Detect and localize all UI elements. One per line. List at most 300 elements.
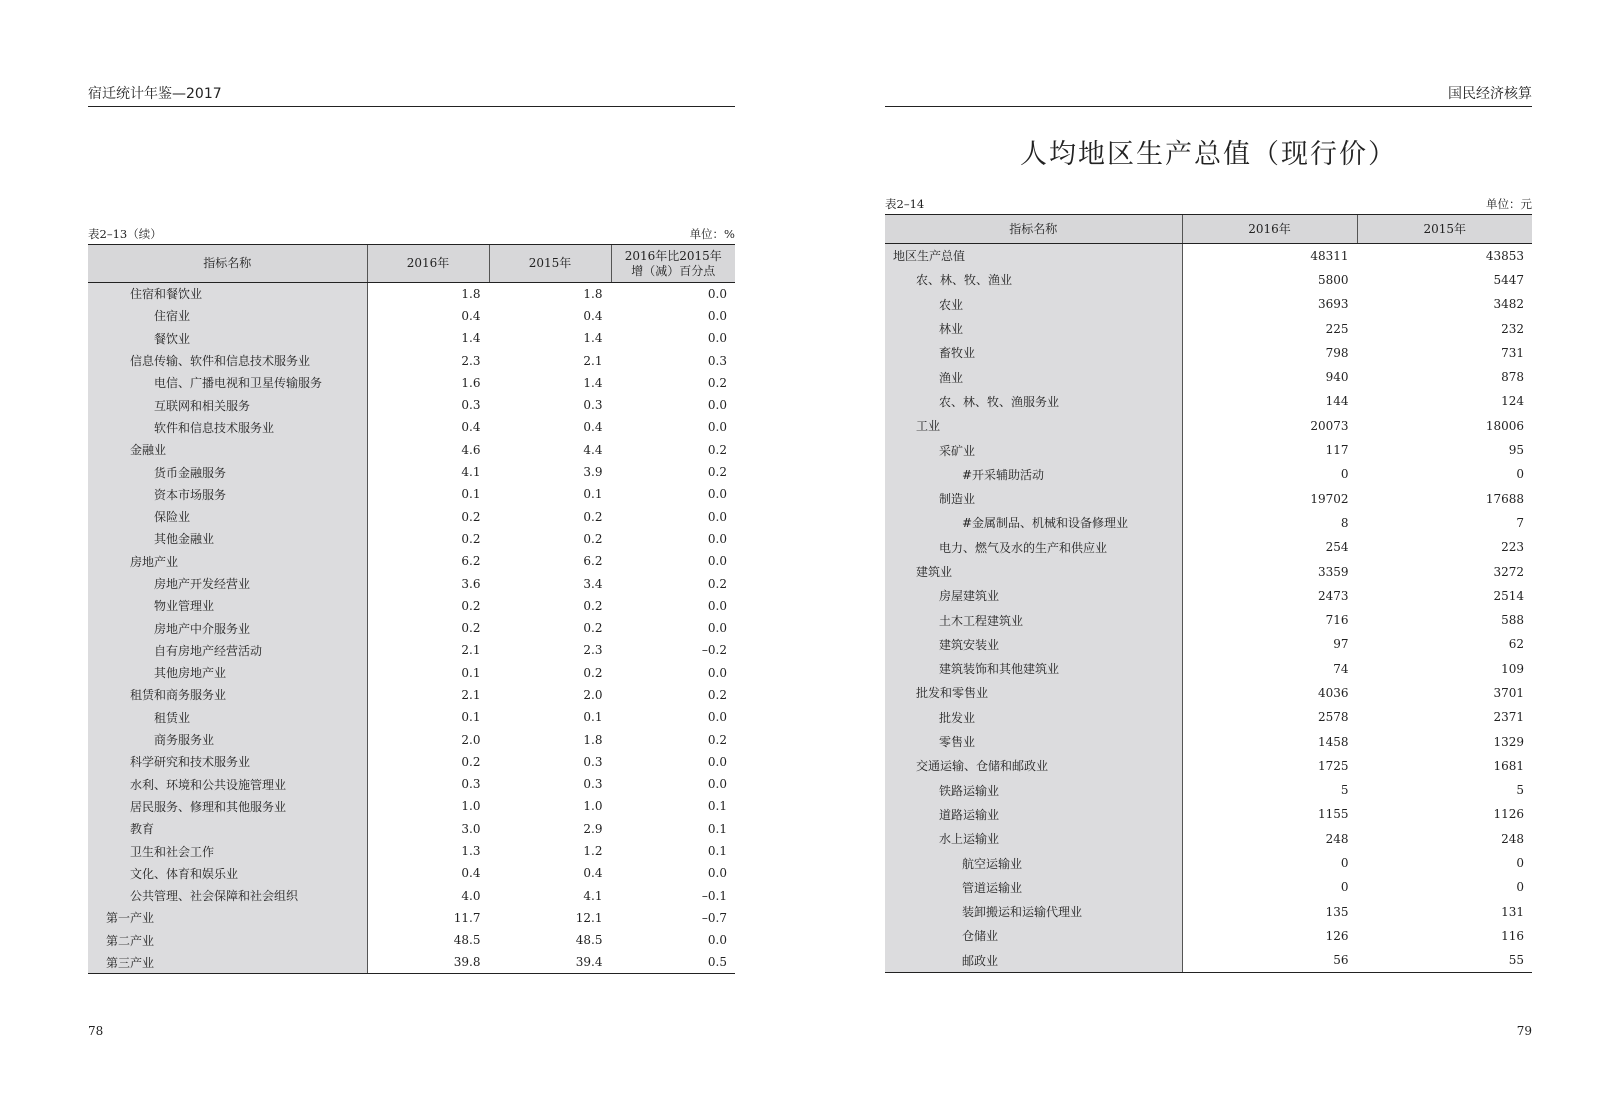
table-row [885,365,1532,389]
running-head [885,84,1532,107]
row-value-0: 0 [1340,467,1349,482]
row-value-2: 0.2 [611,439,735,461]
row-value-0: 0.1 [461,665,481,680]
table-row [885,316,1532,340]
row-indicator-name: 房地产开发经营业 [88,572,367,594]
row-value-1: 116 [1357,924,1532,948]
row-indicator-name: 铁路运输业 [885,778,1182,802]
row-value-1: 3.4 [489,572,611,594]
row-indicator-name: 林业 [885,316,1182,340]
row-value-1: 3482 [1357,292,1532,316]
row-value-1: 0 [1357,851,1532,875]
table-caption [885,196,1532,212]
row-value-1: 878 [1357,365,1532,389]
row-indicator-name: 建筑安装业 [885,632,1182,656]
row-value-1: 5 [1357,778,1532,802]
table-row [885,511,1532,535]
row-value-0: 2.1 [461,687,481,702]
row-value-1: 17688 [1357,486,1532,510]
row-value-2: 0.3 [611,349,735,371]
row-value-0: 0.4 [461,308,481,323]
row-value-1: 0.3 [489,751,611,773]
table-row [88,461,735,483]
row-value-1: 1.2 [489,840,611,862]
row-value-2: 0.2 [611,572,735,594]
row-value-2: 0.2 [611,461,735,483]
row-value-0: 940 [1325,370,1349,385]
table-row [88,305,735,327]
row-value-1: 6.2 [489,550,611,572]
table-unit: 单位：元 [1486,197,1532,211]
row-value-0: 2578 [1317,710,1349,725]
row-value-0: 4.6 [461,442,481,457]
table-row [88,907,735,929]
row-indicator-name: 居民服务、修理和其他服务业 [88,795,367,817]
header-2016: 2016年 [1182,215,1357,244]
table-row [88,639,735,661]
row-indicator-name: 科学研究和技术服务业 [88,751,367,773]
row-value-1: 2514 [1357,584,1532,608]
row-value-1: 0.1 [489,706,611,728]
row-value-1: 2.1 [489,349,611,371]
table-row [88,684,735,706]
row-value-0: 225 [1325,321,1349,336]
row-indicator-name: 第三产业 [88,951,367,973]
row-value-0: 0.3 [461,398,481,413]
row-indicator-name: 其他金融业 [88,528,367,550]
row-value-0: 2.3 [461,353,481,368]
yearbook-title: 宿迁统计年鉴—2017 [88,86,222,102]
row-indicator-name: 租赁业 [88,706,367,728]
row-value-1: 2371 [1357,705,1532,729]
row-indicator-name: 物业管理业 [88,595,367,617]
row-value-1: 588 [1357,608,1532,632]
row-indicator-name: 农业 [885,292,1182,316]
row-indicator-name: 邮政业 [885,948,1182,972]
row-value-1: 1329 [1357,729,1532,753]
row-value-2: 0.1 [611,795,735,817]
row-value-1: 55 [1357,948,1532,972]
chapter-title: 国民经济核算 [1448,86,1532,102]
row-value-2: 0.0 [611,305,735,327]
row-value-2: 0.0 [611,706,735,728]
row-value-1: 18006 [1357,414,1532,438]
row-indicator-name: 水上运输业 [885,827,1182,851]
row-value-0: 2.1 [461,643,481,658]
table-row [88,439,735,461]
row-value-2: 0.0 [611,283,735,305]
header-indicator: 指标名称 [88,245,367,283]
table-row [885,705,1532,729]
table-row [885,535,1532,559]
row-indicator-name: 交通运输、仓储和邮政业 [885,754,1182,778]
row-value-1: 2.3 [489,639,611,661]
table-row [88,528,735,550]
row-indicator-name: 教育 [88,818,367,840]
table-row [885,341,1532,365]
table-row [885,924,1532,948]
table-row [885,900,1532,924]
row-value-1: 43853 [1357,244,1532,268]
row-value-2: 0.0 [611,617,735,639]
row-value-1: 232 [1357,316,1532,340]
row-indicator-name: 文化、体育和娱乐业 [88,862,367,884]
row-value-1: 0.2 [489,662,611,684]
row-value-1: 1.8 [489,728,611,750]
table-row [88,550,735,572]
row-indicator-name: 航空运输业 [885,851,1182,875]
row-value-1: 95 [1357,438,1532,462]
row-value-0: 0.2 [461,598,481,613]
row-value-0: 1.3 [461,844,481,859]
row-indicator-name: 装卸搬运和运输代理业 [885,900,1182,924]
row-value-2: 0.0 [611,595,735,617]
row-indicator-name: 渔业 [885,365,1182,389]
table-header-row [885,215,1532,244]
row-indicator-name: 商务服务业 [88,728,367,750]
row-value-1: 5447 [1357,268,1532,292]
row-indicator-name: 畜牧业 [885,341,1182,365]
row-indicator-name: 住宿和餐饮业 [88,283,367,305]
row-value-2: 0.2 [611,684,735,706]
row-value-0: 8 [1340,515,1349,530]
row-indicator-name: 道路运输业 [885,802,1182,826]
row-value-0: 74 [1333,661,1349,676]
table-row [88,662,735,684]
row-value-1: 4.1 [489,885,611,907]
row-indicator-name: 建筑装饰和其他建筑业 [885,657,1182,681]
row-value-0: 0.4 [461,866,481,881]
page-title: 人均地区生产总值（现行价） [1020,139,1397,170]
row-value-2: 0.0 [611,394,735,416]
row-value-0: 126 [1325,928,1349,943]
row-indicator-name: 工业 [885,414,1182,438]
table-row [88,283,735,305]
row-value-0: 56 [1182,948,1357,972]
row-value-0: 48311 [1310,248,1349,263]
row-value-0: 3693 [1317,297,1349,312]
table-row [88,929,735,951]
data-table-2-14 [885,214,1532,973]
table-row [88,773,735,795]
row-value-1: 0.4 [489,862,611,884]
row-value-2: 0.0 [611,662,735,684]
table-number: 表2–14 [885,197,925,211]
table-row [885,827,1532,851]
row-indicator-name: #金属制品、机械和设备修理业 [885,511,1182,535]
row-value-0: 4.1 [461,465,481,480]
row-value-2: –0.7 [611,907,735,929]
row-value-1: 109 [1357,657,1532,681]
row-value-0: 19702 [1310,491,1349,506]
row-value-0: 48.5 [453,933,481,948]
row-value-0: 11.7 [453,910,481,925]
row-value-1: 2.0 [489,684,611,706]
row-value-2: 0.0 [611,773,735,795]
table-row [885,292,1532,316]
row-indicator-name: 租赁和商务服务业 [88,684,367,706]
row-value-1: 0.1 [489,483,611,505]
row-indicator-name: 仓储业 [885,924,1182,948]
row-value-1: 124 [1357,389,1532,413]
table-row [885,414,1532,438]
row-value-1: 0.2 [489,595,611,617]
row-indicator-name: 地区生产总值 [885,244,1182,268]
row-value-0: 2473 [1317,588,1349,603]
row-value-1: 131 [1357,900,1532,924]
row-value-0: 0.4 [461,420,481,435]
row-value-2: 0.2 [611,372,735,394]
row-value-2: 0.2 [611,728,735,750]
row-value-0: 4.0 [461,888,481,903]
table-row [885,948,1532,972]
row-value-0: 5 [1340,783,1349,798]
row-indicator-name: 公共管理、社会保障和社会组织 [88,885,367,907]
table-row [885,389,1532,413]
row-value-2: 0.0 [611,416,735,438]
table-row [88,483,735,505]
table-row [885,778,1532,802]
row-value-0: 39.8 [367,951,489,973]
row-indicator-name: #开采辅助活动 [885,462,1182,486]
table-row [88,951,735,973]
table-body [88,283,735,974]
row-value-0: 1.6 [461,375,481,390]
row-value-1: 1681 [1357,754,1532,778]
row-value-0: 3359 [1317,564,1349,579]
row-indicator-name: 卫生和社会工作 [88,840,367,862]
row-value-0: 1458 [1317,734,1349,749]
row-indicator-name: 零售业 [885,729,1182,753]
row-value-1: 248 [1357,827,1532,851]
row-value-2: 0.5 [611,951,735,973]
row-value-1: 0.2 [489,617,611,639]
row-value-1: 12.1 [489,907,611,929]
row-indicator-name: 保险业 [88,505,367,527]
table-row [88,595,735,617]
row-indicator-name: 批发和零售业 [885,681,1182,705]
row-indicator-name: 第二产业 [88,929,367,951]
table-row [885,438,1532,462]
header-change: 2016年比2015年增（减）百分点 [611,245,735,283]
row-indicator-name: 土木工程建筑业 [885,608,1182,632]
table-row [885,657,1532,681]
row-indicator-name: 制造业 [885,486,1182,510]
row-value-1: 1.8 [489,283,611,305]
table-row [88,394,735,416]
row-value-1: 62 [1357,632,1532,656]
row-indicator-name: 住宿业 [88,305,367,327]
table-row [885,754,1532,778]
row-value-1: 1126 [1357,802,1532,826]
row-indicator-name: 软件和信息技术服务业 [88,416,367,438]
header-2016: 2016年 [367,245,489,283]
row-value-2: 0.0 [611,483,735,505]
data-table-2-13 [88,244,735,974]
table-row [885,559,1532,583]
row-indicator-name: 资本市场服务 [88,483,367,505]
row-value-0: 1725 [1317,758,1349,773]
row-value-2: 0.0 [611,929,735,951]
table-row [88,372,735,394]
table-row [885,608,1532,632]
row-value-0: 0.1 [461,710,481,725]
row-value-1: 1.4 [489,372,611,394]
row-indicator-name: 房地产中介服务业 [88,617,367,639]
table-row [885,462,1532,486]
row-value-1: 3701 [1357,681,1532,705]
table-number: 表2–13（续） [88,227,162,241]
running-head [88,84,735,107]
row-indicator-name: 管道运输业 [885,875,1182,899]
row-value-1: 223 [1357,535,1532,559]
table-row [885,486,1532,510]
row-indicator-name: 金融业 [88,439,367,461]
row-indicator-name: 互联网和相关服务 [88,394,367,416]
page-number: 78 [88,1024,104,1038]
row-value-2: 0.0 [611,862,735,884]
table-row [88,840,735,862]
row-value-1: 0.3 [489,773,611,795]
row-value-2: 0.1 [611,840,735,862]
row-value-1: 0.4 [489,416,611,438]
table-row [88,728,735,750]
table-row [88,572,735,594]
row-indicator-name: 房地产业 [88,550,367,572]
row-indicator-name: 采矿业 [885,438,1182,462]
row-value-2: 0.1 [611,818,735,840]
row-value-0: 3.6 [461,576,481,591]
table-body [885,244,1532,973]
row-value-1: 1.4 [489,327,611,349]
table-row [885,729,1532,753]
row-value-1: 2.9 [489,818,611,840]
row-value-0: 5800 [1317,272,1349,287]
row-value-2: 0.0 [611,505,735,527]
table-row [885,244,1532,268]
row-value-1: 48.5 [489,929,611,951]
row-indicator-name: 餐饮业 [88,327,367,349]
table-row [88,505,735,527]
table-row [88,327,735,349]
table-row [885,851,1532,875]
row-value-0: 1155 [1317,807,1349,822]
table-unit: 单位：% [689,227,735,241]
row-value-1: 0 [1357,875,1532,899]
row-value-0: 254 [1325,540,1349,555]
row-indicator-name: 房屋建筑业 [885,584,1182,608]
row-indicator-name: 电信、广播电视和卫星传输服务 [88,372,367,394]
row-value-2: 0.0 [611,528,735,550]
row-value-0: 1.8 [461,286,481,301]
table-row [885,802,1532,826]
table-row [88,795,735,817]
table-row [88,349,735,371]
header-2015: 2015年 [1357,215,1532,244]
page-number: 79 [1516,1024,1532,1038]
row-value-0: 0.2 [461,621,481,636]
table-header-row [88,245,735,283]
row-value-1: 0 [1357,462,1532,486]
row-value-2: 0.0 [611,327,735,349]
row-value-2: 0.0 [611,550,735,572]
row-value-0: 144 [1325,394,1349,409]
header-2015: 2015年 [489,245,611,283]
row-value-0: 1.4 [461,331,481,346]
row-value-0: 0.2 [461,509,481,524]
row-value-0: 97 [1333,637,1349,652]
row-value-0: 6.2 [461,554,481,569]
table-row [88,706,735,728]
row-indicator-name: 农、林、牧、渔服务业 [885,389,1182,413]
row-value-0: 135 [1325,904,1349,919]
row-value-1: 3272 [1357,559,1532,583]
row-value-1: 39.4 [489,951,611,973]
row-value-0: 20073 [1310,418,1349,433]
table-row [885,681,1532,705]
row-value-2: –0.1 [611,885,735,907]
row-value-2: –0.2 [611,639,735,661]
row-indicator-name: 农、林、牧、渔业 [885,268,1182,292]
table-row [885,268,1532,292]
table-row [885,584,1532,608]
row-value-0: 3.0 [461,821,481,836]
row-value-0: 117 [1325,443,1349,458]
row-value-1: 0.2 [489,528,611,550]
row-value-0: 2.0 [461,732,481,747]
row-value-0: 798 [1325,345,1349,360]
row-value-1: 0.4 [489,305,611,327]
row-indicator-name: 批发业 [885,705,1182,729]
row-value-1: 0.3 [489,394,611,416]
table-row [88,617,735,639]
table-row [885,632,1532,656]
row-value-1: 0.2 [489,505,611,527]
row-value-0: 248 [1325,831,1349,846]
table-row [88,416,735,438]
row-indicator-name: 货币金融服务 [88,461,367,483]
row-value-1: 7 [1357,511,1532,535]
row-value-0: 1.0 [461,799,481,814]
row-value-1: 1.0 [489,795,611,817]
row-value-0: 0.1 [461,487,481,502]
header-indicator: 指标名称 [885,215,1182,244]
row-indicator-name: 建筑业 [885,559,1182,583]
row-value-1: 4.4 [489,439,611,461]
row-value-0: 0.3 [461,777,481,792]
row-indicator-name: 信息传输、软件和信息技术服务业 [88,349,367,371]
row-indicator-name: 其他房地产业 [88,662,367,684]
row-value-1: 3.9 [489,461,611,483]
row-indicator-name: 自有房地产经营活动 [88,639,367,661]
row-value-0: 0.2 [461,754,481,769]
row-value-0: 4036 [1317,685,1349,700]
row-value-1: 731 [1357,341,1532,365]
row-indicator-name: 电力、燃气及水的生产和供应业 [885,535,1182,559]
table-caption [88,226,735,242]
row-value-2: 0.0 [611,751,735,773]
row-value-0: 0 [1340,880,1349,895]
row-indicator-name: 第一产业 [88,907,367,929]
table-row [88,862,735,884]
table-row [88,751,735,773]
table-row [885,875,1532,899]
table-row [88,818,735,840]
table-row [88,885,735,907]
row-value-0: 716 [1325,613,1349,628]
row-value-0: 0 [1340,856,1349,871]
row-value-0: 0.2 [461,531,481,546]
